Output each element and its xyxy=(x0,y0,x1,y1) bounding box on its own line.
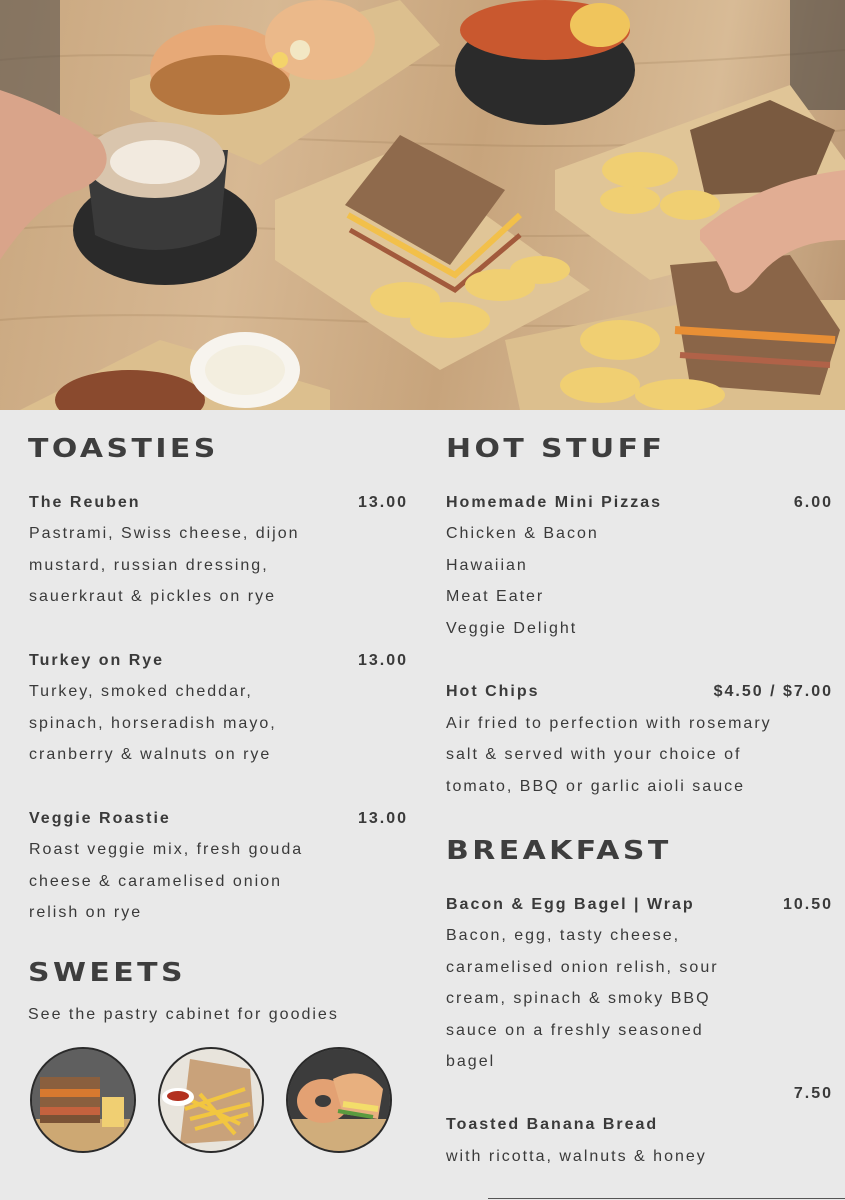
item-desc-line: Bacon, egg, tasty cheese, xyxy=(446,927,681,944)
item-price-bacon-egg-bagel: 10.50 xyxy=(782,896,833,913)
sweets-heading: SWEETS xyxy=(28,958,186,988)
item-desc-line: caramelised onion relish, sour xyxy=(446,959,719,976)
item-desc-line: sauce on a freshly seasoned xyxy=(446,1022,704,1039)
item-price-turkey: 13.00 xyxy=(357,652,408,669)
item-desc-line: Veggie Delight xyxy=(446,620,578,637)
item-desc-line: mustard, russian dressing, xyxy=(29,557,269,574)
item-price-mini-pizzas: 6.00 xyxy=(793,494,833,511)
item-desc-line: Air fried to perfection with rosemary xyxy=(446,715,772,732)
item-desc-line: sauerkraut & pickles on rye xyxy=(29,588,276,605)
toasties-heading: TOASTIES xyxy=(28,434,219,464)
item-name-mini-pizzas: Homemade Mini Pizzas xyxy=(446,494,663,511)
item-desc-line: Hawaiian xyxy=(446,557,528,574)
item-desc-line: with ricotta, walnuts & honey xyxy=(446,1148,707,1165)
hero-illustration xyxy=(0,0,845,410)
item-desc-line: Chicken & Bacon xyxy=(446,525,599,542)
item-name-reuben: The Reuben xyxy=(29,494,141,511)
item-price-reuben: 13.00 xyxy=(357,494,408,511)
item-price-veggie-roastie: 13.00 xyxy=(357,810,408,827)
item-name-turkey: Turkey on Rye xyxy=(29,652,165,669)
item-name-hot-chips: Hot Chips xyxy=(446,683,540,700)
item-desc-line: salt & served with your choice of xyxy=(446,746,742,763)
item-desc-line: spinach, horseradish mayo, xyxy=(29,715,277,732)
sweets-text: See the pastry cabinet for goodies xyxy=(28,1006,339,1023)
item-name-bacon-egg-bagel: Bacon & Egg Bagel | Wrap xyxy=(446,896,695,913)
item-name-veggie-roastie: Veggie Roastie xyxy=(29,810,171,827)
sweets-photo-bagel xyxy=(286,1047,392,1153)
item-desc-line: cream, spinach & smoky BBQ xyxy=(446,990,711,1007)
footer-divider xyxy=(488,1198,845,1199)
sweets-photo-toastie xyxy=(30,1047,136,1153)
breakfast-heading: BREAKFAST xyxy=(446,836,672,866)
item-desc-line: Pastrami, Swiss cheese, dijon xyxy=(29,525,300,542)
item-price-hot-chips: $4.50 / $7.00 xyxy=(713,683,833,700)
item-desc-line: tomato, BBQ or garlic aioli sauce xyxy=(446,778,745,795)
hero-food-photo xyxy=(0,0,845,410)
item-name-banana-bread: Toasted Banana Bread xyxy=(446,1116,659,1133)
item-desc-line: Meat Eater xyxy=(446,588,545,605)
item-desc-line: cranberry & walnuts on rye xyxy=(29,746,272,763)
item-desc-line: relish on rye xyxy=(29,904,143,921)
item-desc-line: cheese & caramelised onion xyxy=(29,873,283,890)
hot-stuff-heading: HOT STUFF xyxy=(446,434,666,464)
item-price-banana-bread: 7.50 xyxy=(793,1085,833,1102)
item-desc-line: Turkey, smoked cheddar, xyxy=(29,683,253,700)
sweets-photo-chips xyxy=(158,1047,264,1153)
item-desc-line: Roast veggie mix, fresh gouda xyxy=(29,841,304,858)
item-desc-line: bagel xyxy=(446,1053,496,1070)
menu-content xyxy=(0,410,845,1200)
